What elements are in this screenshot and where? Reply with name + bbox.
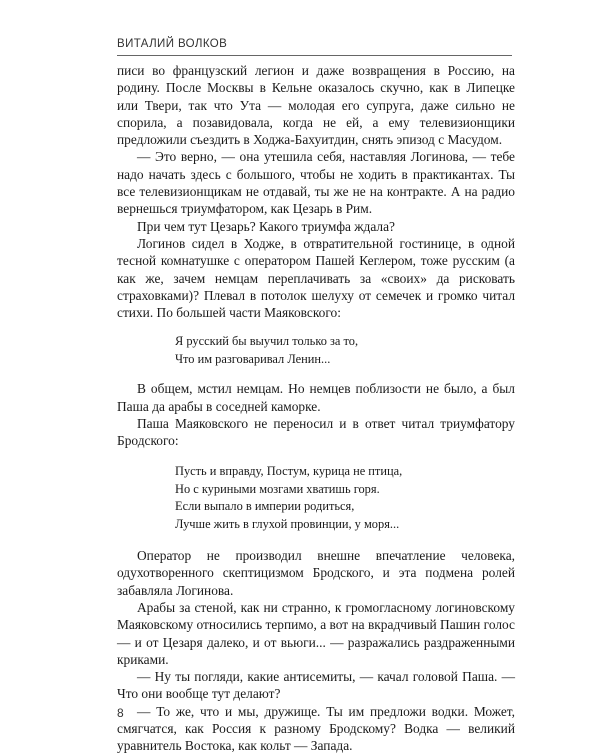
running-head: ВИТАЛИЙ ВОЛКОВ <box>117 38 228 50</box>
paragraph: писи во французский легион и даже возвращения в Россию, на родину. После Москвы в Кельне оказалось скучно, как в Липецке или Твери, так что Ута — молодая его супруга, даже сильно не спорила, а позавидовала, когда не ей, а ему телевизионщики предложили съездить в Ходжа-Бахуитдин, снять эпизод с Масудом. <box>117 63 515 148</box>
verse-line: Пусть и вправду, Постум, курица не птица, <box>175 464 403 479</box>
verse-brodsky <box>175 463 515 533</box>
paragraph: В общем, мстил немцам. Но немцев поблизости не было, а был Паша да арабы в соседней каморке. <box>117 381 515 414</box>
verse-line: Лучше жить в глухой провинции, у моря... <box>175 516 400 531</box>
verse-line: Что им разговаривал Ленин... <box>175 351 331 366</box>
verse-line: Но с куриными мозгами хватишь горя. <box>175 481 380 496</box>
verse-line: Если выпало в империи родиться, <box>175 499 355 514</box>
paragraph: — Это верно, — она утешила себя, наставляя Логинова, — тебе надо начать здесь с большого, чтобы не ходить в практикантах. Ты все телевизионщикам не отдавай, ты же не на контракте. А на радио вернешься триумфатором, как Цезарь в Рим. <box>117 149 515 217</box>
paragraph: Оператор не производил внешне впечатление человека, одухотворенного скептицизмом Бродского, и эта подмена ролей забавляла Логинова. <box>117 548 515 598</box>
body-text <box>117 62 515 755</box>
page-number: 8 <box>117 706 124 720</box>
verse-line: Я русский бы выучил только за то, <box>175 334 359 349</box>
paragraph: — Ну ты погляди, какие антисемиты, — качал головой Паша. — Что они вообще тут делают? <box>117 669 515 702</box>
header-rule <box>117 55 512 56</box>
paragraph: Логинов сидел в Ходже, в отвратительной гостинице, в одной тесной комнатушке с оператором Пашей Кеглером, тоже русским (а как же, зачем немцам переплачивать за «своих» да рисковать страховками)? Плевал в потолок шелуху от семечек и громко читал стихи. По большей части Маяковского: <box>117 235 515 321</box>
verse-mayakovsky <box>175 333 515 368</box>
paragraph: Паша Маяковского не переносил и в ответ читал триумфатору Бродского: <box>117 415 515 449</box>
paragraph: Арабы за стеной, как ни странно, к громогласному логиновскому Маяковскому относились терпимо, а вот на вкрадчивый Пашин голос — и от Цезаря далеко, и от вьюги... — разражались раздраженными криками. <box>117 599 515 667</box>
paragraph: При чем тут Цезарь? Какого триумфа ждала? <box>137 218 396 234</box>
paragraph: — То же, что и мы, дружище. Ты им предложи водки. Может, смягчатся, как Россия к разному Бродскому? Водка — великий уравнитель Востока, как кольт — Запада. <box>117 703 515 754</box>
